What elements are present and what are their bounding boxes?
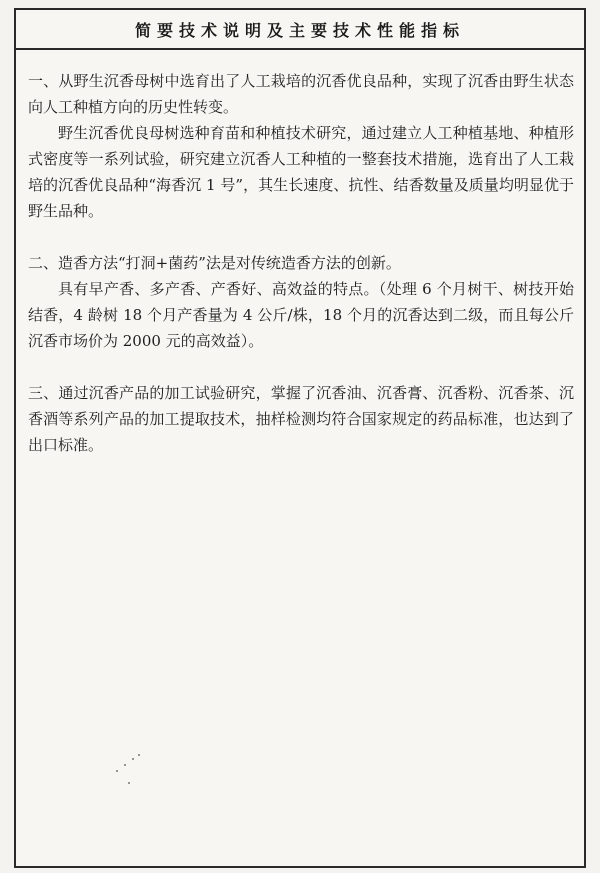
document-sheet bbox=[14, 8, 586, 868]
scan-speck bbox=[128, 782, 130, 784]
section-1-heading: 一、从野生沉香母树中选育出了人工栽培的沉香优良品种，实现了沉香由野生状态向人工种植方向的历史性转变。 bbox=[28, 72, 574, 116]
scan-speck bbox=[116, 770, 118, 772]
scan-speck bbox=[124, 764, 126, 766]
section-1-body: 野生沉香优良母树选种育苗和种植技术研究，通过建立人工种植基地、种植形式密度等一系列试验，研究建立沉香人工种植的一整套技术措施，选育出了人工栽培的沉香优良品种“海香沉 1 号”，其生长速度、抗性、结香数量及质量均明显优于野生品种。 bbox=[28, 124, 574, 220]
document-title: 简要技术说明及主要技术性能指标 bbox=[134, 20, 465, 40]
scan-speck bbox=[132, 758, 134, 760]
section-divider bbox=[28, 224, 574, 250]
section-2-heading: 二、造香方法“打洞+菌药”法是对传统造香方法的创新。 bbox=[28, 254, 401, 272]
section-divider bbox=[28, 354, 574, 380]
scan-speck bbox=[138, 754, 140, 756]
section-3-heading: 三、通过沉香产品的加工试验研究，掌握了沉香油、沉香膏、沉香粉、沉香茶、沉香酒等系列产品的加工提取技术，抽样检测均符合国家规定的药品标准，也达到了出口标准。 bbox=[28, 384, 574, 454]
document-body bbox=[16, 50, 584, 458]
title-bar bbox=[16, 10, 584, 50]
section-2-body: 具有早产香、多产香、产香好、高效益的特点。（处理 6 个月树干、树技开始结香，4 龄树 18 个月产香量为 4 公斤/株，18 个月的沉香达到二级，而且每公斤沉香市场价为 2000 元的高效益）。 bbox=[28, 280, 574, 350]
scan-specks bbox=[116, 752, 156, 792]
